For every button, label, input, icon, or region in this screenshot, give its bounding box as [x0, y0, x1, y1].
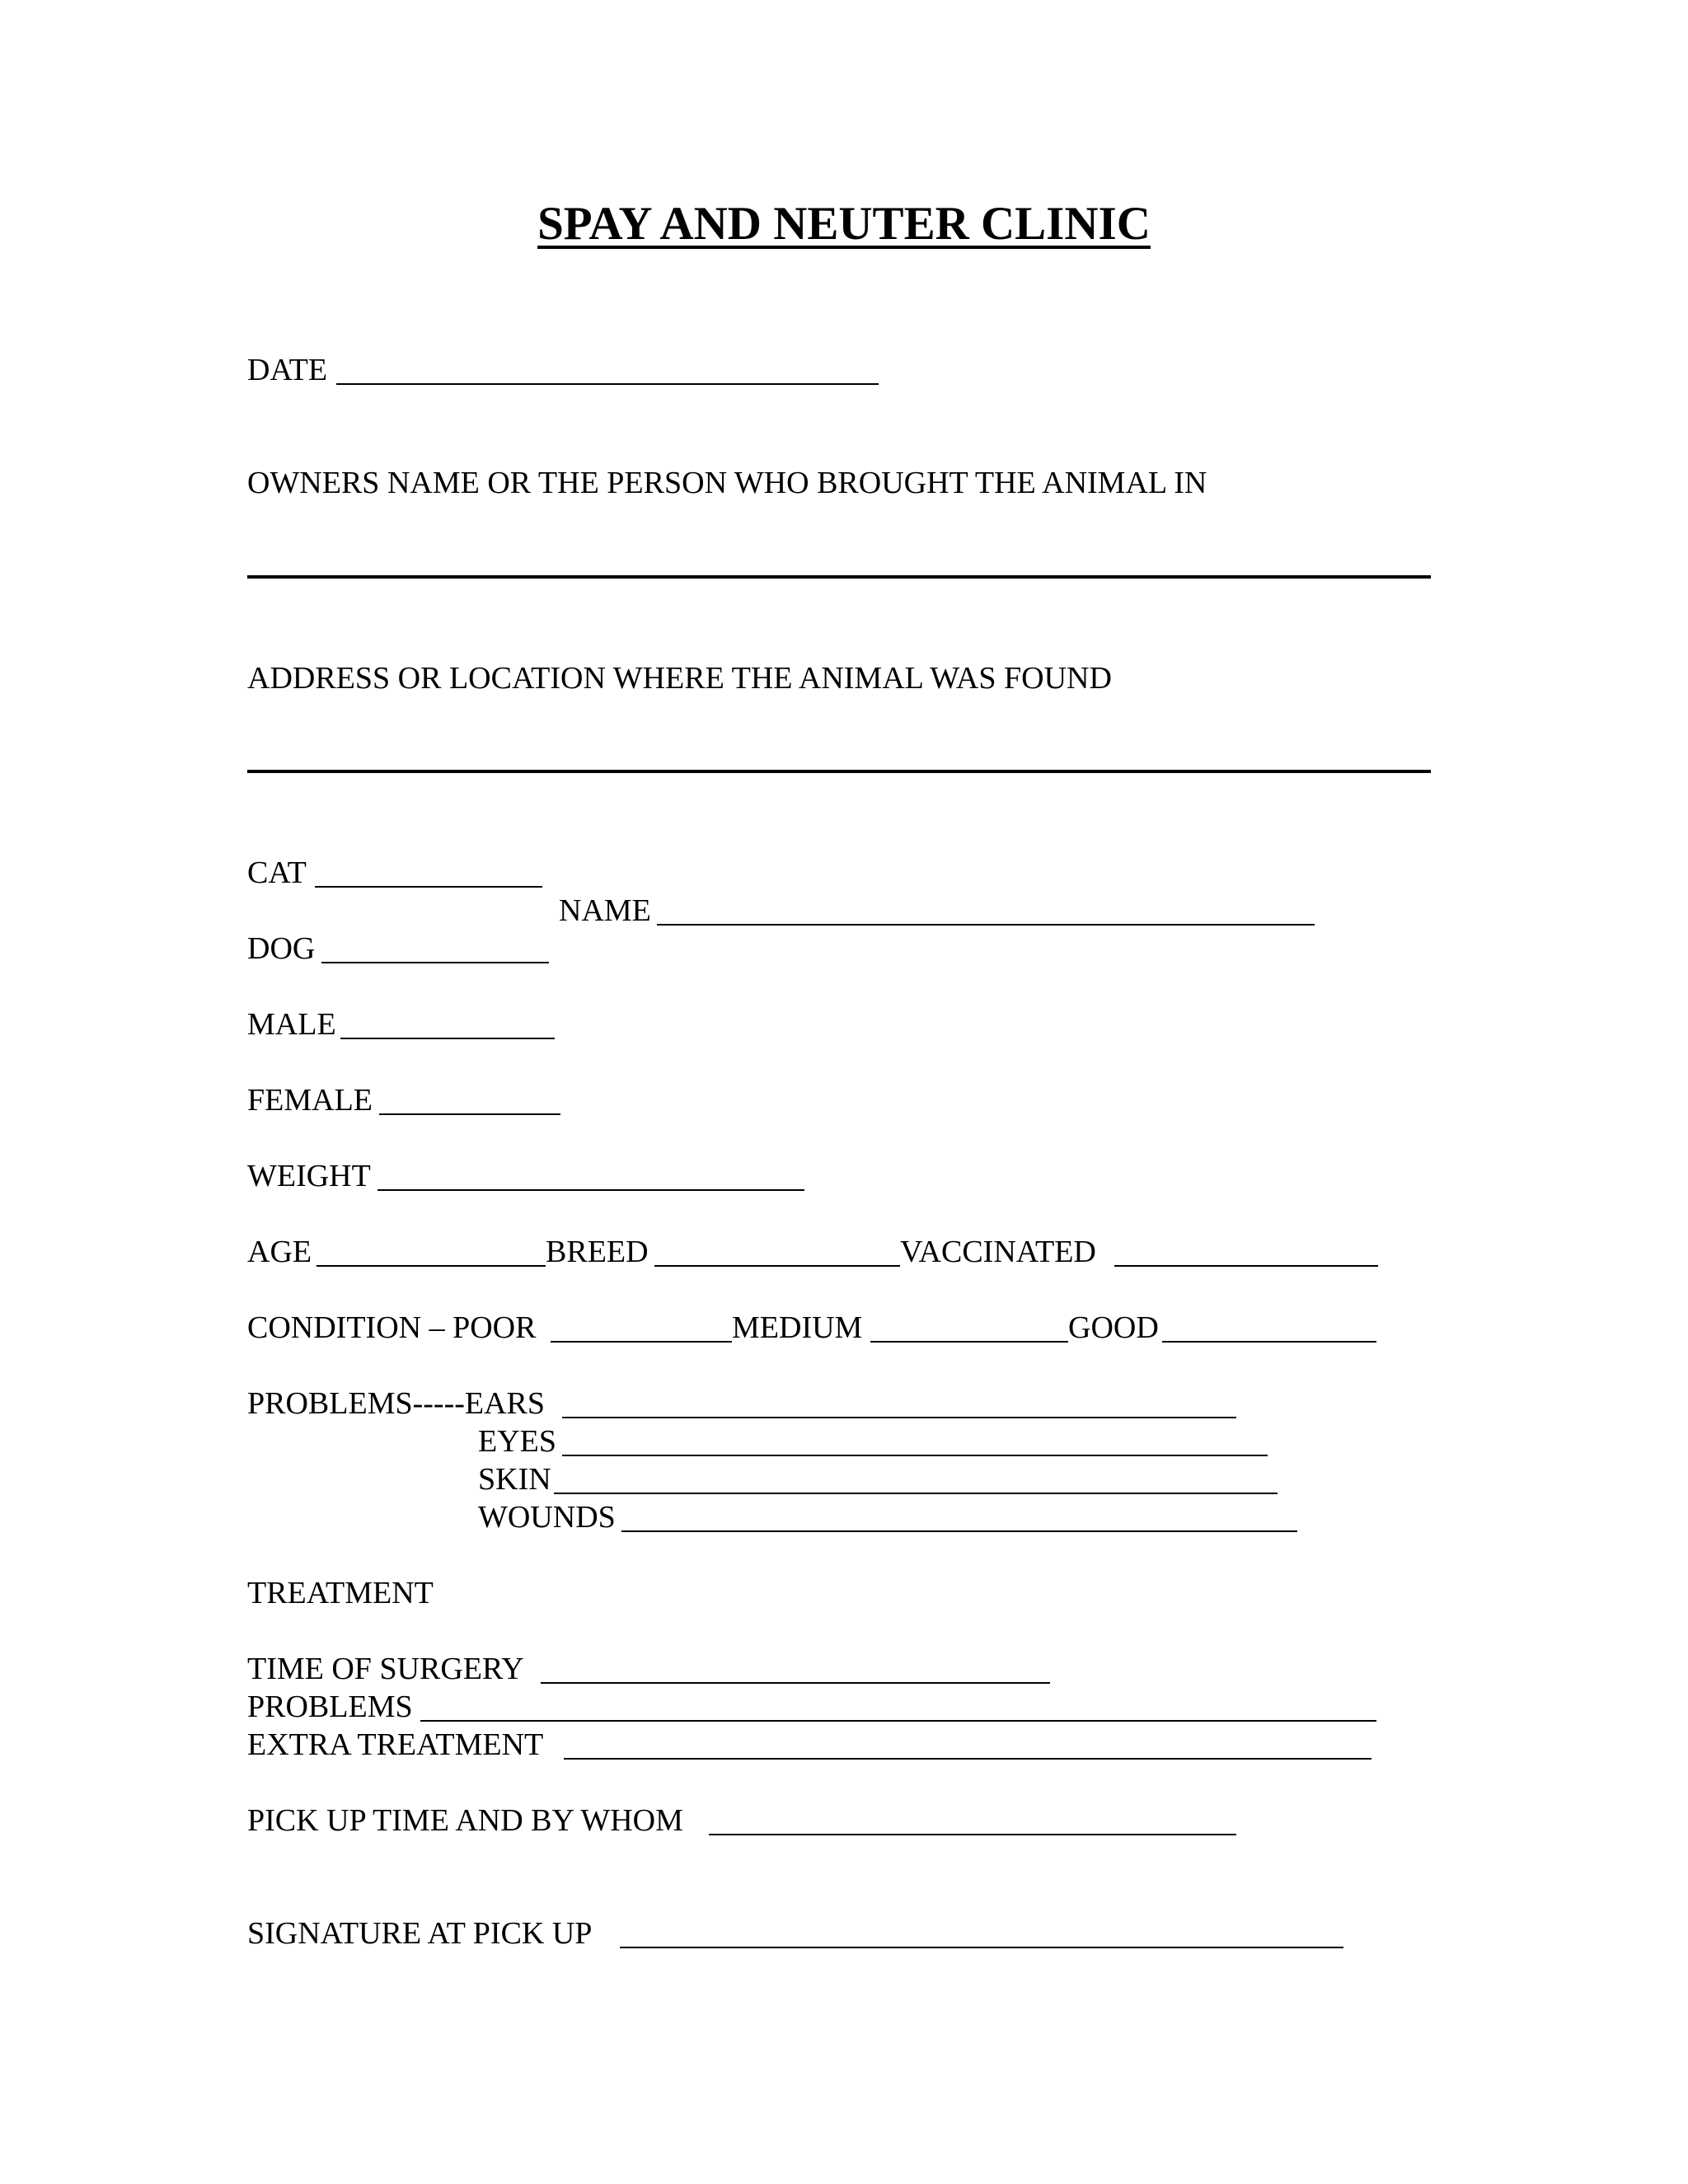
- condition-good-field[interactable]: [1162, 1341, 1376, 1343]
- skin-label: SKIN: [478, 1462, 551, 1497]
- vaccinated-label: VACCINATED: [900, 1235, 1096, 1269]
- time-of-surgery-field[interactable]: [541, 1682, 1050, 1684]
- address-field[interactable]: [247, 770, 1431, 773]
- condition-good-label: GOOD: [1068, 1310, 1159, 1345]
- cat-field[interactable]: [315, 886, 542, 888]
- eyes-label: EYES: [478, 1424, 556, 1459]
- dog-label: DOG: [247, 931, 316, 966]
- pick-up-label: PICK UP TIME AND BY WHOM: [247, 1803, 683, 1838]
- age-field[interactable]: [316, 1265, 546, 1267]
- condition-medium-field[interactable]: [870, 1341, 1068, 1343]
- female-label: FEMALE: [247, 1083, 373, 1118]
- eyes-field[interactable]: [562, 1455, 1268, 1456]
- extra-treatment-field[interactable]: [564, 1758, 1372, 1760]
- problems-ears-label: PROBLEMS-----EARS: [247, 1386, 546, 1421]
- time-of-surgery-label: TIME OF SURGERY: [247, 1652, 524, 1686]
- address-label: ADDRESS OR LOCATION WHERE THE ANIMAL WAS FOUND: [247, 661, 1112, 696]
- vaccinated-field[interactable]: [1114, 1265, 1378, 1267]
- breed-field[interactable]: [654, 1265, 900, 1267]
- skin-field[interactable]: [554, 1493, 1278, 1494]
- age-label: AGE: [247, 1235, 312, 1269]
- wounds-label: WOUNDS: [478, 1500, 616, 1535]
- condition-poor-label: CONDITION – POOR: [247, 1310, 537, 1345]
- male-field[interactable]: [340, 1038, 555, 1039]
- wounds-field[interactable]: [621, 1530, 1297, 1532]
- weight-field[interactable]: [377, 1189, 804, 1191]
- ears-field[interactable]: [562, 1417, 1236, 1418]
- male-label: MALE: [247, 1007, 336, 1042]
- signature-field[interactable]: [620, 1947, 1343, 1948]
- condition-poor-field[interactable]: [551, 1341, 732, 1343]
- cat-label: CAT: [247, 855, 307, 890]
- problems-field[interactable]: [420, 1720, 1376, 1722]
- signature-label: SIGNATURE AT PICK UP: [247, 1916, 593, 1951]
- pick-up-field[interactable]: [709, 1834, 1236, 1835]
- page-title: SPAY AND NEUTER CLINIC: [537, 198, 1151, 250]
- date-field[interactable]: [336, 383, 879, 385]
- owners-name-field[interactable]: [247, 575, 1431, 579]
- extra-treatment-label: EXTRA TREATMENT: [247, 1727, 544, 1762]
- treatment-label: TREATMENT: [247, 1576, 434, 1610]
- date-label: DATE: [247, 353, 328, 387]
- name-label: NAME: [559, 893, 651, 928]
- name-field[interactable]: [657, 924, 1315, 926]
- breed-label: BREED: [546, 1235, 649, 1269]
- owners-name-label: OWNERS NAME OR THE PERSON WHO BROUGHT THE ANIMAL IN: [247, 466, 1207, 500]
- weight-label: WEIGHT: [247, 1159, 371, 1193]
- female-field[interactable]: [379, 1113, 560, 1115]
- problems-label: PROBLEMS: [247, 1690, 413, 1724]
- condition-medium-label: MEDIUM: [732, 1310, 863, 1345]
- dog-field[interactable]: [321, 962, 549, 963]
